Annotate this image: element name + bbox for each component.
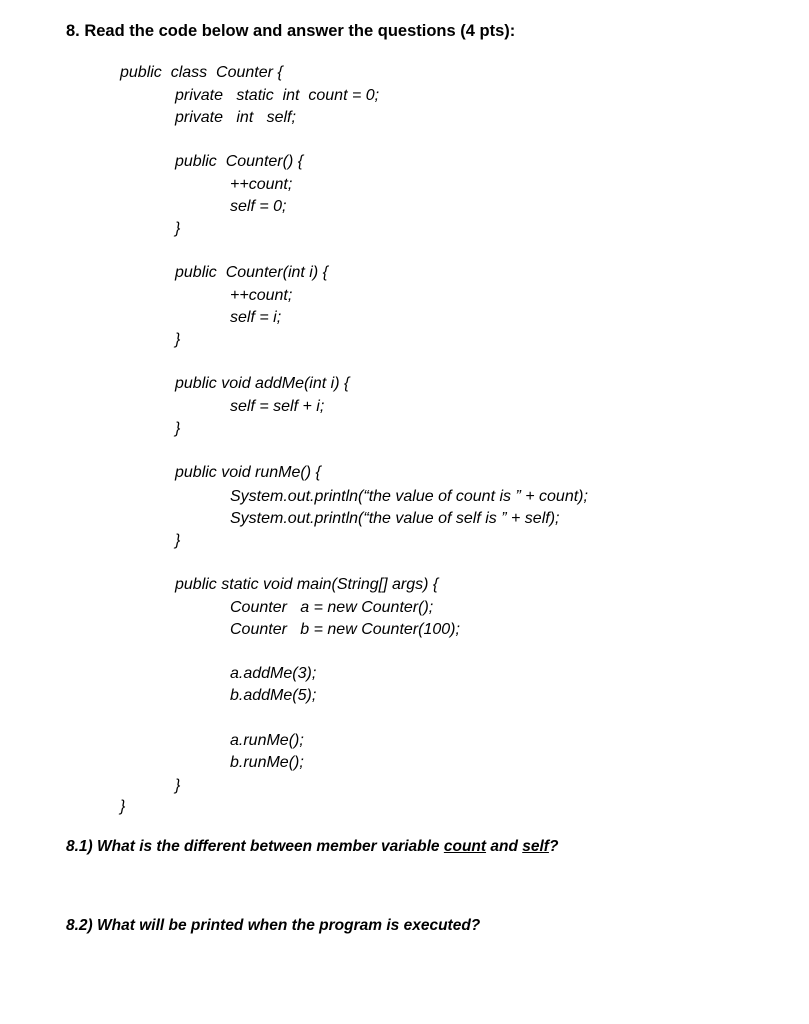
code-line: b.runMe(); bbox=[230, 754, 304, 771]
question-8-1-suffix: ? bbox=[548, 838, 559, 855]
code-line: b.addMe(5); bbox=[230, 687, 317, 704]
code-line: Counter a = new Counter(); bbox=[230, 599, 434, 616]
code-line: ++count; bbox=[230, 176, 293, 193]
code-line: } bbox=[175, 777, 181, 794]
code-line: public void addMe(int i) { bbox=[175, 375, 350, 392]
code-line: } bbox=[175, 331, 181, 348]
code-line: a.addMe(3); bbox=[230, 665, 317, 682]
question-heading: 8. Read the code below and answer the questions (4 pts): bbox=[66, 22, 516, 40]
term-count: count bbox=[443, 838, 487, 855]
code-line: ++count; bbox=[230, 287, 293, 304]
code-line: } bbox=[175, 532, 181, 549]
code-line: public void runMe() { bbox=[175, 464, 321, 481]
code-line: } bbox=[175, 220, 181, 237]
code-line: public static void main(String[] args) { bbox=[175, 576, 439, 593]
code-line: private static int count = 0; bbox=[175, 87, 380, 104]
code-line: private int self; bbox=[175, 109, 296, 126]
code-line: a.runMe(); bbox=[230, 732, 304, 749]
code-line: System.out.println(“the value of self is ” + self); bbox=[230, 510, 560, 527]
question-8-2: 8.2) What will be printed when the program is executed? bbox=[66, 917, 481, 934]
code-line: Counter b = new Counter(100); bbox=[230, 621, 460, 638]
code-line: public class Counter { bbox=[120, 64, 283, 81]
question-8-1-prefix: 8.1) What is the different between member variable bbox=[66, 838, 444, 855]
term-self: self bbox=[522, 838, 549, 855]
code-line: self = i; bbox=[230, 309, 282, 326]
code-line: public Counter(int i) { bbox=[175, 264, 328, 281]
code-line: } bbox=[120, 798, 126, 815]
code-line: self = 0; bbox=[230, 198, 287, 215]
code-line: self = self + i; bbox=[230, 398, 325, 415]
code-line: public Counter() { bbox=[175, 153, 304, 170]
code-line: } bbox=[175, 420, 181, 437]
question-8-1 bbox=[66, 838, 558, 856]
question-8-1-middle: and bbox=[486, 838, 523, 855]
code-line: System.out.println(“the value of count is ” + count); bbox=[230, 488, 588, 505]
